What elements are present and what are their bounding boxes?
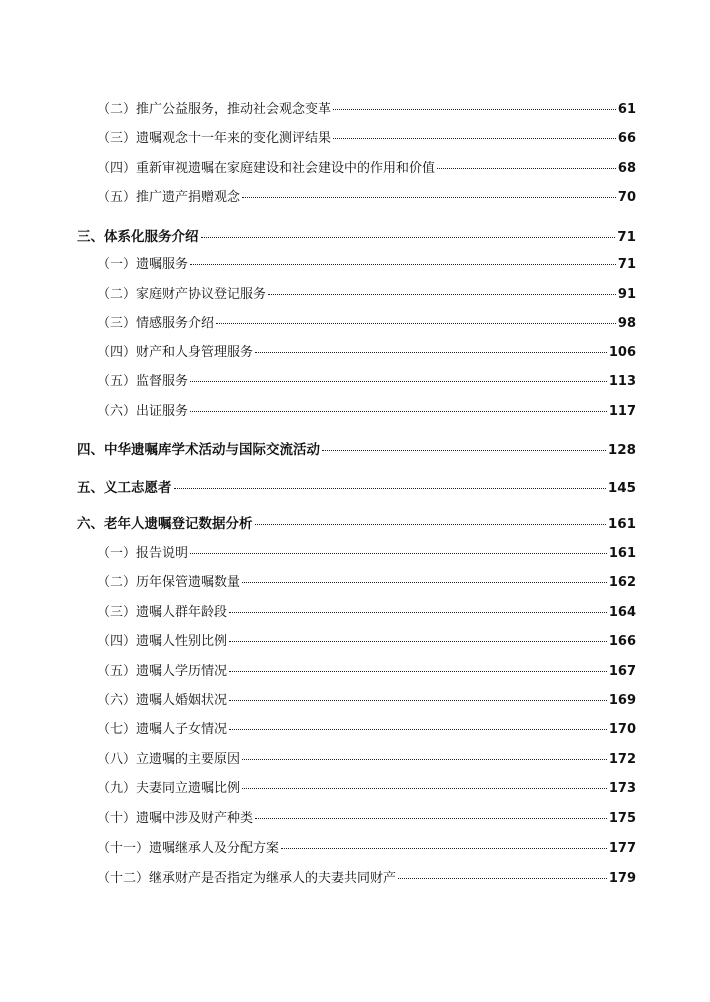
toc-dot-leader (242, 758, 607, 760)
toc-entry-page-number: 172 (608, 752, 636, 767)
toc-dot-leader (190, 552, 607, 554)
toc-entry-page-number: 167 (608, 664, 636, 679)
toc-dot-leader (268, 293, 616, 295)
toc-entry-page-number: 117 (608, 404, 636, 419)
toc-dot-leader (229, 640, 607, 642)
toc-entry-title: （五）推广遗产捐赠观念 (97, 190, 241, 205)
toc-entry-page-number: 179 (608, 871, 636, 886)
toc-entry-title: （四）财产和人身管理服务 (97, 345, 254, 360)
toc-entry[interactable] (97, 663, 636, 681)
toc-entry-page-number: 177 (608, 841, 636, 856)
toc-entry-page-number: 61 (617, 102, 636, 117)
toc-entry-page-number: 145 (607, 480, 636, 496)
toc-entry[interactable] (97, 810, 636, 828)
toc-dot-leader (229, 728, 607, 730)
toc-dot-leader (216, 322, 616, 324)
toc-entry[interactable] (97, 780, 636, 798)
toc-entry[interactable] (97, 286, 636, 304)
toc-dot-leader (242, 196, 616, 198)
toc-dot-leader (201, 236, 616, 238)
toc-entry[interactable] (97, 101, 636, 119)
toc-entry[interactable] (97, 721, 636, 739)
toc-entry-title: （一）遗嘱服务 (97, 257, 189, 272)
toc-dot-leader (333, 108, 616, 110)
toc-entry-page-number: 161 (607, 516, 636, 532)
toc-dot-leader (242, 787, 607, 789)
toc-entry-page-number: 161 (608, 546, 636, 561)
toc-entry[interactable] (77, 441, 636, 459)
toc-entry-title: 四、中华遗嘱库学术活动与国际交流活动 (77, 442, 320, 458)
toc-entry-title: （十一）遗嘱继承人及分配方案 (97, 841, 280, 856)
toc-entry-page-number: 106 (608, 345, 636, 360)
toc-entry-page-number: 98 (617, 316, 636, 331)
toc-entry-title: （二）家庭财产协议登记服务 (97, 287, 267, 302)
toc-entry-page-number: 169 (608, 693, 636, 708)
toc-dot-leader (333, 137, 616, 139)
toc-entry[interactable] (97, 403, 636, 421)
toc-dot-leader (255, 351, 607, 353)
toc-entry-title: （三）情感服务介绍 (97, 316, 215, 331)
toc-entry-title: （十）遗嘱中涉及财产种类 (97, 811, 254, 826)
toc-dot-leader (322, 449, 606, 451)
toc-entry-page-number: 162 (608, 575, 636, 590)
toc-entry-page-number: 71 (617, 229, 636, 245)
toc-entry[interactable] (97, 256, 636, 274)
toc-entry[interactable] (77, 479, 636, 497)
toc-entry-title: 五、义工志愿者 (77, 480, 172, 496)
toc-entry-page-number: 164 (608, 605, 636, 620)
toc-dot-leader (190, 263, 616, 265)
toc-entry[interactable] (97, 692, 636, 710)
toc-entry[interactable] (97, 344, 636, 362)
toc-entry[interactable] (97, 373, 636, 391)
toc-entry-title: （七）遗嘱人子女情况 (97, 722, 228, 737)
toc-entry[interactable] (97, 130, 636, 148)
toc-entry-title: 六、老年人遗嘱登记数据分析 (77, 516, 253, 532)
toc-entry-page-number: 175 (608, 811, 636, 826)
toc-entry[interactable] (77, 228, 636, 246)
toc-entry[interactable] (97, 604, 636, 622)
toc-entry-page-number: 170 (608, 722, 636, 737)
toc-entry-page-number: 71 (617, 257, 636, 272)
toc-dot-leader (190, 380, 607, 382)
toc-entry-title: （三）遗嘱观念十一年来的变化测评结果 (97, 131, 332, 146)
toc-dot-leader (242, 581, 607, 583)
toc-entry[interactable] (77, 515, 636, 533)
toc-dot-leader (281, 847, 607, 849)
toc-entry-page-number: 68 (617, 161, 636, 176)
toc-entry-page-number: 128 (607, 442, 636, 458)
toc-entry-title: （三）遗嘱人群年龄段 (97, 605, 228, 620)
toc-entry-page-number: 173 (608, 781, 636, 796)
toc-entry-title: （四）重新审视遗嘱在家庭建设和社会建设中的作用和价值 (97, 161, 436, 176)
toc-entry-title: （一）报告说明 (97, 546, 189, 561)
toc-entry-page-number: 113 (608, 374, 636, 389)
toc-entry-page-number: 66 (617, 131, 636, 146)
toc-entry-title: （八）立遗嘱的主要原因 (97, 752, 241, 767)
toc-entry[interactable] (97, 870, 636, 888)
toc-entry-page-number: 91 (617, 287, 636, 302)
toc-entry-title: （二）历年保管遗嘱数量 (97, 575, 241, 590)
toc-entry[interactable] (97, 160, 636, 178)
toc-entry-title: （六）出证服务 (97, 404, 189, 419)
toc-entry-title: （十二）继承财产是否指定为继承人的夫妻共同财产 (97, 871, 397, 886)
toc-entry-title: （六）遗嘱人婚姻状况 (97, 693, 228, 708)
toc-entry[interactable] (97, 751, 636, 769)
toc-entry-title: 三、体系化服务介绍 (77, 229, 199, 245)
toc-dot-leader (437, 167, 616, 169)
toc-entry[interactable] (97, 633, 636, 651)
toc-dot-leader (255, 523, 606, 525)
toc-entry[interactable] (97, 315, 636, 333)
toc-entry-title: （九）夫妻同立遗嘱比例 (97, 781, 241, 796)
toc-dot-leader (229, 699, 607, 701)
toc-entry[interactable] (97, 840, 636, 858)
toc-entry-title: （五）遗嘱人学历情况 (97, 664, 228, 679)
toc-dot-leader (255, 817, 607, 819)
toc-entry[interactable] (97, 574, 636, 592)
toc-entry-page-number: 166 (608, 634, 636, 649)
toc-dot-leader (174, 487, 606, 489)
toc-entry-page-number: 70 (617, 190, 636, 205)
toc-entry[interactable] (97, 189, 636, 207)
toc-dot-leader (229, 670, 607, 672)
toc-dot-leader (398, 877, 607, 879)
toc-dot-leader (190, 410, 607, 412)
toc-entry[interactable] (97, 545, 636, 563)
toc-entry-title: （四）遗嘱人性别比例 (97, 634, 228, 649)
toc-entry-title: （二）推广公益服务，推动社会观念变革 (97, 102, 332, 117)
toc-dot-leader (229, 611, 607, 613)
toc-entry-title: （五）监督服务 (97, 374, 189, 389)
